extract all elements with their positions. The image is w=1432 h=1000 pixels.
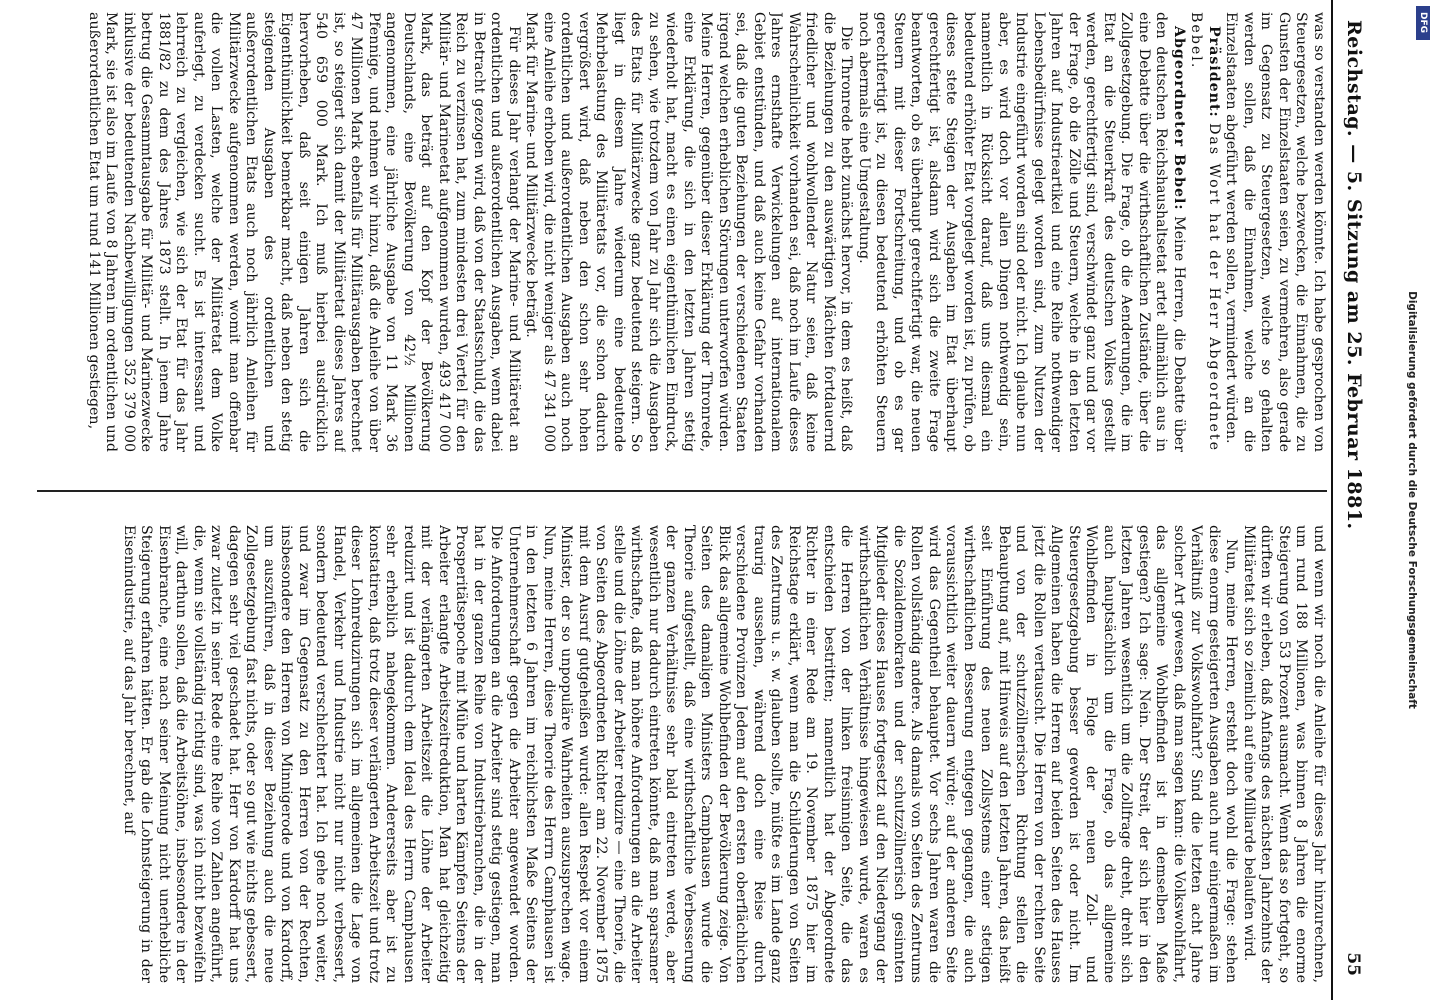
paragraph: und wenn wir noch die Anleihe für dieses Jahr hinzurechnen, um rund 188 Millionen, was binnen 8 Jahren die enorme Steigerung von 53 Prozent ausmacht. Wenn das so fortgeht, so dürften wir erleben, daß Anfangs des nächsten Jahrzehnts der Militäretat sich so ziemlich auf eine Milliarde belaufen wird. [1241,525,1327,983]
paragraph-text: Meine Herren, die Debatte über den deutschen Reichshaushaltsetat artet allmählich aus in eine Debatte über die wirthschaftlichen Zustände, über die Zollgesetzgebung. Die Frage, ob die Aenderungen, die im Etat an die Steuerkraft des deutschen Volkes gestellt werden, gerechtfertigt sind, verschwindet ganz und gar vor der Frage, ob die Zölle und Steuern, welche in den letzten Jahren auf Industrieartikel und eine Reihe nothwendiger Lebensbedürfnisse gelegt worden sind, zum Nutzen der Industrie eingeführt worden sind oder nicht. Ich glaube nun aber, es wird doch vor allen Dingen nothwendig sein, namentlich in Rücksicht darauf, daß uns diesmal ein bedeutend erhöhter Etat vorgelegt worden ist, zu prüfen, ob dieses stete Steigen der Ausgaben im Etat überhaupt gerechtfertigt ist, alsdann wird sich die zweite Frage beantworten, ob es überhaupt gerechtfertigt war, die neuen Steuern mit dieser Fortschreitung, und ob es gar gerechtfertigt ist, zu diesen bedeutend erhöhten Steuern noch abermals eine Umgestaltung. [856,12,1187,452]
running-head: Reichstag. — 5. Sitzung am 25. Februar 1881. [1343,20,1365,530]
digitization-note: Digitalisierung gefördert durch die Deutsche Forschungsgemeinschaft [1406,291,1418,709]
paragraph [1187,12,1222,452]
paragraph: Für dieses Jahr verlangt der Marine- und Militäretat an ordentlichen und außerordentlichen Ausgaben, wenn dabei in Betracht gezogen wird, daß von der Staatsschuld, die das Reich zu verzinsen hat, zum mindesten drei Viertel für den Militär- und Marineetat aufgenommen wurden, 493 417 000 Mark, das beträgt auf den Kopf der Bevölkerung Deutschlands, eine Bevölkerung von 42½ Millionen angenommen, eine jährliche Ausgabe von 11 Mark 36 Pfennige, und nehmen wir hinzu, daß die Anleihe von über 47 Millionen Mark ebenfalls für Militärausgaben berechnet ist, so steigert sich damit der Militäretat dieses Jahres auf 540 659 000 Mark. Ich muß hierbei ausdrücklich hervorheben, daß seit einigen Jahren sich die Eigenthümlichkeit bemerkbar macht, daß neben den stetig steigenden Ausgaben des ordentlichen und außerordentlichen Etats auch noch jährlich Anleihen für Militärzwecke aufgenommen werden, womit man offenbar die vollen Lasten, welche der Militäretat dem Volke auferlegt, zu verdecken sucht. Es ist interessant und lehrreich zu vergleichen, wie sich der Etat für das Jahr 1881/82 zu dem des Jahres 1873 stellt. In jenem Jahre betrug die Gesammtausgabe für Militär- und Marinezwecke inklusive der bedeutenden Nachbewilligungen 352 379 000 Mark, sie ist also im Laufe von 8 Jahren im ordentlichen und außerordentlichen Etat um rund 141 Millionen gestiegen, [86,12,522,452]
left-column [37,12,1327,452]
paragraph-text: Das Wort hat der Herr Abgeordnete Bebel. [1188,12,1222,452]
rotated-page-content [25,0,1375,1000]
page-number: 55 [1343,952,1363,976]
speaker-label: Abgeordneter Bebel: [1171,26,1187,211]
dfg-logo: DFG [1416,6,1430,40]
column-divider [37,490,1327,492]
paragraph: Nun, meine Herren, ersteht doch wohl die Frage: stehen diese enorm gesteigerten Ausgaben auch nur einigermaßen im Verhältniß zur Volkswohlfahrt? Sind die letzten acht Jahre solcher Art gewesen, daß man sagen kann: die Volkswohlfahrt, das allgemeine Wohlbefinden ist in demselben Maße gestiegen? Ich sage: Nein. Der Streit, der sich hier in den letzten Jahren wesentlich um die Zollfrage dreht, dreht sich auch hauptsächlich um die Frage, ob das allgemeine Wohlbefinden in Folge der neuen Zoll- und Steuergesetzgebung besser geworden ist oder nicht. Im Allgemeinen haben die Herren auf beiden Seiten des Hauses jetzt die Rollen vertauscht. Die Herren von der rechten Seite und von der schutzzöllnerischen Richtung stellen die Behauptung auf, mit Hinweis auf den letzten Jahren, das heißt seit Einführung des neuen Zollsystems einer stetigen wirthschaftlichen Besserung entgegen gegangen, die auch voraussichtlich weiter dauern würde; auf der anderen Seite wird das Gegentheil behauptet. Vor sechs Jahren waren die Rollen vollständig andere. Als damals von Seiten des Zentrums die Sozialdemokraten und der schutzzöllnerisch gesinnten Mitglieder dieses Hauses fortgesetzt auf den Niedergang der wirthschaftlichen Verhältnisse hingewiesen wurde, waren es die Herren von der linken freisinnigen Seite, die das entschieden bestritten; namentlich hat der Abgeordnete Richter in einer Rede am 19. November 1875 hier im Reichstage erklärt, wenn man die Schilderungen von Seiten des Zentrums u. s. w. glauben sollte, müßte es im Lande ganz traurig aussehen, während doch eine Reise durch verschiedene Provinzen Jedem auf den ersten oberflächlichen Blick das allgemeine Wohlbefinden der Bevölkerung zeige. Von Seiten des damaligen Ministers Camphausen wurde die Theorie aufgestellt, daß eine wirthschaftliche Verbesserung der ganzen Verhältnisse sehr bald eintreten werde, aber wesentlich nur dadurch eintreten könnte, daß man sparsamer wirthschafte, daß man höhere Anforderungen an die Arbeiter stelle und die Löhne der Arbeiter reduzire — eine Theorie, die von Seiten des Abgeordneten Richter am 22. November 1875 mit dem Ausruf gutgeheißen wurde: allen Respekt vor einem Minister, der so unpopuläre Wahrheiten auszusprechen wage. Nun, meine Herren, diese Theorie des Herrn Camphausen ist in den letzten 6 Jahren im reichlichsten Maße Seitens der Unternehmerschaft gegen die Arbeiter angewendet worden. Die Anforderungen an die Arbeiter sind stetig gestiegen, man hat in der ganzen Reihe von Industriebranchen, die in der Prosperitätsepoche mit Mühe und harten Kämpfen Seitens der Arbeiter erlangte Arbeitszeitreduktion, Man hat gleichzeitig mit der verlängerten Arbeitszeit die Löhne der Arbeiter reduzirt und ist dadurch dem Ideal des Herrn Camphausen sehr erheblich nahegekommen. Andererseits aber ist zu konstatiren, daß trotz dieser verlängerten Arbeitszeit und trotz dieser Lohnreduzirungen sich im allgemeinen die Lage von Handel, Verkehr und Industrie nicht nur nicht verbessert, sondern bedeutend verschlechtert hat. Ich gehe noch weiter, und zwar im Gegensatz zu den Herren von der Rechten, insbesondere den Herren von Minnigerode und von Kardorff, um auszuführen, daß in dieser Beziehung auch die neue Zollgesetzgebung fast nichts, oder so gut wie nichts gebessert, dagegen sehr viel geschadet hat. Herr von Kardorff hat uns zwar zuletzt in seiner Rede eine Reihe von Zahlen angeführt, die, wenn sie vollständig richtig sind, was ich nicht bezweifeln will, darthun sollen, daß die Arbeitslöhne, insbesondere in der Eisenbranche, eine nach seiner Meinung nicht unerhebliche Steigerung erfahren hätten. Er gab die Lohnsteigerung in der Eisenindustrie, auf das Jahr berechnet, auf [121,525,1240,983]
paragraph: Die Thronrede hebt zunächst hervor, in dem es heißt, daß die Beziehungen zu den auswärtigen Mächten fortdauernd friedlicher und wohlwollender Natur seien, daß keine Wahrscheinlichkeit vorhanden sei, daß noch im Laufe dieses Jahres ernsthafte Verwickelungen auf internationalem Gebiet entstünden, und daß auch keine Gefahr vorhanden sei, daß die guten Beziehungen der verschiedenen Staaten irgend welchen erheblichen Störungen unterworfen würden. Meine Herren, gegenüber dieser Erklärung der Thronrede, eine Erklärung, die sich in den letzten Jahren stetig wiederholt hat, macht es einen eigenthümlichen Eindruck, zu sehen, wie trotzdem von Jahr zu Jahr sich die Ausgaben des Etats für Militärzwecke ganz bedeutend steigern. So liegt in diesem Jahre wiederum eine bedeutende Mehrbelastung des Militäretats vor, die schon dadurch vergrößert wird, daß neben den schon sehr hohen ordentlichen und außerordentlichen Ausgaben auch noch eine Anleihe erhoben wird, die nicht weniger als 47 341 000 Mark für Marine- und Militärzwecke beträgt. [523,12,855,452]
page-header [1331,0,1367,1000]
right-column [37,525,1327,983]
speaker-label: Präsident: [1206,26,1222,118]
paragraph [855,12,1188,452]
paragraph: was so verstanden werden könnte. Ich habe gesprochen von Steuergesetzen, welche bezwecken, die Einnahmen, die zu Gunsten der Einzelstaaten seien, zu vermehren, also gerade im Gegensatz zu Steuergesetzen, welche so gehalten werden sollen, daß die Einnahmen, welche an die Einzelstaaten abgeführt werden sollen, vermindert würden. [1223,12,1327,452]
